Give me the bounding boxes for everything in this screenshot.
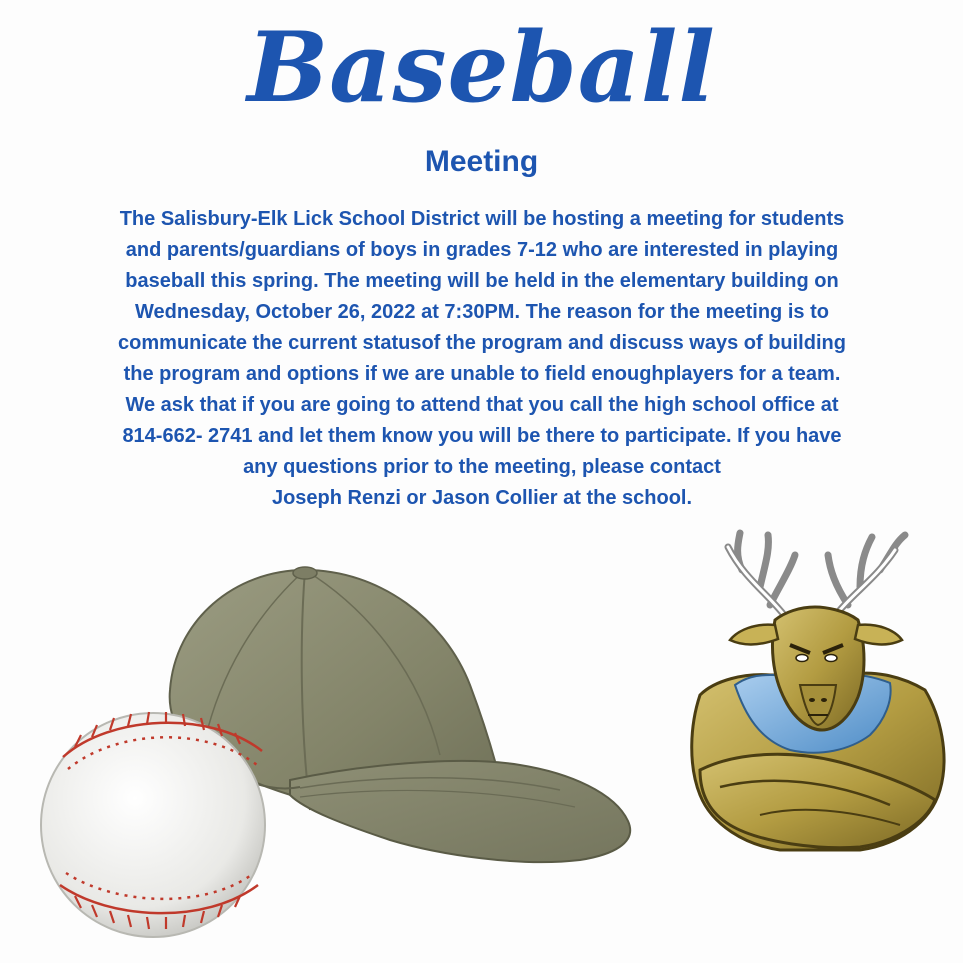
- announcement-line: Wednesday, October 26, 2022 at 7:30PM. The reason for the meeting is to: [135, 301, 829, 323]
- announcement-line: and parents/guardians of boys in grades 7-12 who are interested in playing: [125, 239, 839, 261]
- poster-title: Baseball: [247, 11, 716, 124]
- announcement-line: communicate the current statusof the program and discuss ways of building: [118, 332, 846, 354]
- announcement-line: any questions prior to the meeting, please contact: [243, 456, 721, 478]
- elk-mascot-icon: [692, 533, 944, 850]
- poster-subtitle: Meeting: [424, 145, 539, 178]
- baseball-icon: [41, 712, 265, 937]
- announcement-text: [44, 204, 920, 514]
- announcement-line: 814-662- 2741 and let them know you will be there to participate. If you have: [122, 425, 842, 447]
- announcement-line: the program and options if we are unable to field enoughplayers for a team.: [123, 363, 841, 385]
- illustration: [0, 525, 963, 963]
- announcement-line: We ask that if you are going to attend that you call the high school office at: [125, 394, 839, 416]
- announcement-line: baseball this spring. The meeting will be held in the elementary building on: [125, 270, 839, 292]
- announcement-line: Joseph Renzi or Jason Collier at the school.: [271, 487, 693, 509]
- announcement-line: The Salisbury-Elk Lick School District will be hosting a meeting for students: [119, 208, 845, 230]
